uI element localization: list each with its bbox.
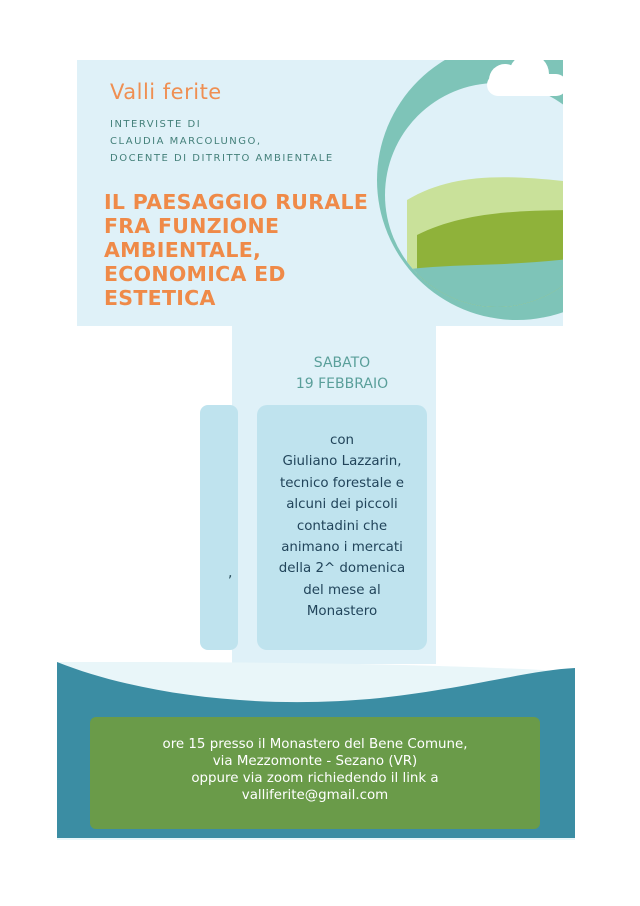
headline-line: AMBIENTALE, [104,238,262,262]
guest-card-text [262,430,422,623]
event-date-value: 19 FEBBRAIO [295,376,389,392]
guest-card-line: contadini che [296,518,388,534]
subtitle-line: CLAUDIA MARCOLUNGO, [110,136,262,147]
guest-card-line: con [329,433,355,448]
guest-card-line: animano i mercati [281,540,403,556]
info-line: oppure via zoom richiedendo il link a [191,771,439,786]
headline [104,190,394,310]
left-card-text: , [228,565,233,581]
headline-line: ECONOMICA ED [104,262,286,286]
info-line: via Mezzomonte - Sezano (VR) [212,754,418,769]
subtitle [110,116,334,167]
guest-card-line: alcuni dei piccoli [286,497,398,513]
subtitle-line: DOCENTE DI DITRITTO AMBIENTALE [110,153,334,164]
headline-line: FRA FUNZIONE [104,214,280,238]
title: Valli ferite [110,80,222,104]
headline-line: IL PAESAGGIO RURALE [104,190,369,214]
guest-card-line: Giuliano Lazzarin, [282,454,402,470]
info-text [90,736,540,804]
info-line: ore 15 presso il Monastero del Bene Comune, [162,737,468,752]
event-day: SABATO [313,355,371,371]
guest-card-line: tecnico forestale e [279,475,405,491]
guest-card-line: della 2^ domenica [278,561,406,577]
guest-card-line: Monastero [306,604,378,620]
guest-card-line: del mese al [303,582,381,598]
email-link[interactable]: valliferite@gmail.com [241,788,389,803]
left-card [200,405,238,650]
headline-line: ESTETICA [104,286,216,310]
subtitle-line: INTERVISTE DI [110,119,202,130]
event-date [262,353,422,395]
